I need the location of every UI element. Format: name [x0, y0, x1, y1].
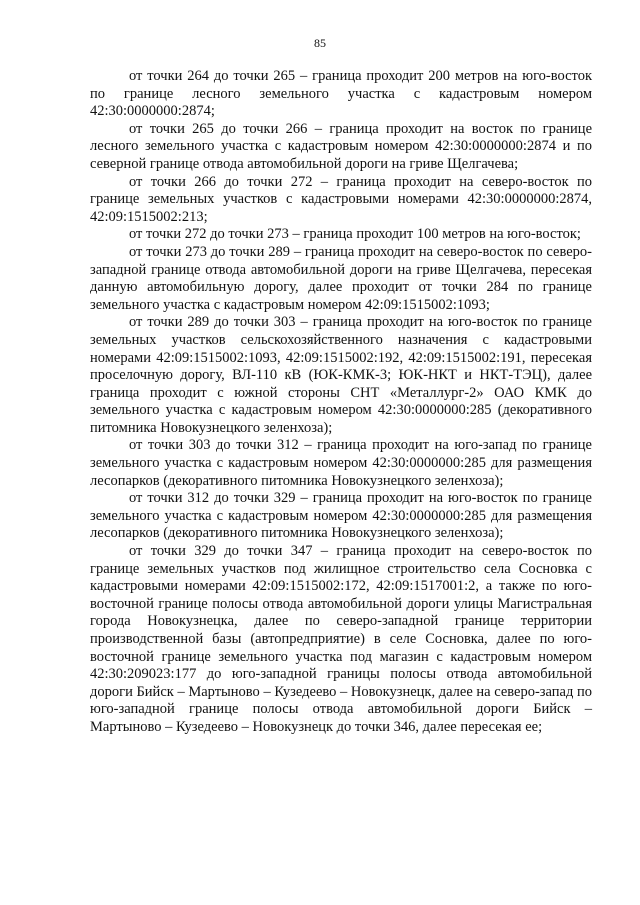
paragraph: от точки 329 до точки 347 – граница проходит на северо-восток по границе земельных участков под жилищное строительство села Сосновка с кадастровыми номерами 42:09:1515002:172, 42:09:1517001:2, а также по юго-восточной границе полосы отвода автомобильной дороги улицы Магистральная города Новокузнецка, далее по северо-западной границе территории производственной базы (автопредприятие) в селе Сосновка, далее по юго-восточной границе земельного участка под магазин с кадастровым номером 42:30:209023:177 до юго-западной границы полосы отвода автомобильной дороги Бийск – Мартыново – Кузедеево – Новокузнецк, далее на северо-запад по юго-западной границе полосы отвода автомобильной дороги Бийск – Мартыново – Кузедеево – Новокузнецк до точки 346, далее пересекая ее; — [90, 543, 592, 735]
document-body — [90, 68, 592, 737]
page-number: 85 — [314, 36, 326, 50]
paragraph: от точки 266 до точки 272 – граница проходит на северо-восток по границе земельных участков с кадастровыми номерами 42:30:0000000:2874, 42:09:1515002:213; — [90, 173, 592, 225]
paragraph: от точки 312 до точки 329 – граница проходит на юго-восток по границе земельного участка с кадастровым номером 42:30:0000000:285 для размещения лесопарков (декоративного питомника Новокузнецкого зеленхоза); — [90, 490, 592, 542]
paragraph: от точки 303 до точки 312 – граница проходит на юго-запад по границе земельного участка с кадастровым номером 42:30:0000000:285 для размещения лесопарков (декоративного питомника Новокузнецкого зеленхоза); — [90, 437, 592, 489]
paragraph: от точки 289 до точки 303 – граница проходит на юго-восток по границе земельных участков сельскохозяйственного назначения с кадастровыми номерами 42:09:1515002:1093, 42:09:1515002:192, 42:09:1515002:191, пересекая проселочную дорогу, ВЛ-110 кВ (ЮК-КМК-3; ЮК-НКТ и НКТ-ТЭЦ), далее граница проходит с южной стороны СНТ «Металлург-2» ОАО КМК до земельного участка с кадастровым номером 42:30:0000000:285 (декоративного питомника Новокузнецкого зеленхоза); — [90, 314, 592, 436]
paragraph: от точки 264 до точки 265 – граница проходит 200 метров на юго-восток по границе лесного земельного участка с кадастровым номером 42:30:0000000:2874; — [90, 68, 592, 120]
paragraph: от точки 273 до точки 289 – граница проходит на северо-восток по северо-западной границе отвода автомобильной дороги на гриве Щелгачева, пересекая данную автомобильную дорогу, далее проходит от точки 284 по границе земельного участка с кадастровым номером 42:09:1515002:1093; — [90, 243, 592, 313]
paragraph: от точки 265 до точки 266 – граница проходит на восток по границе лесного земельного участка с кадастровым номером 42:30:0000000:2874 и по северной границе отвода автомобильной дороги на гриве Щелгачева; — [90, 120, 592, 172]
paragraph: от точки 272 до точки 273 – граница проходит 100 метров на юго-восток; — [129, 226, 581, 243]
